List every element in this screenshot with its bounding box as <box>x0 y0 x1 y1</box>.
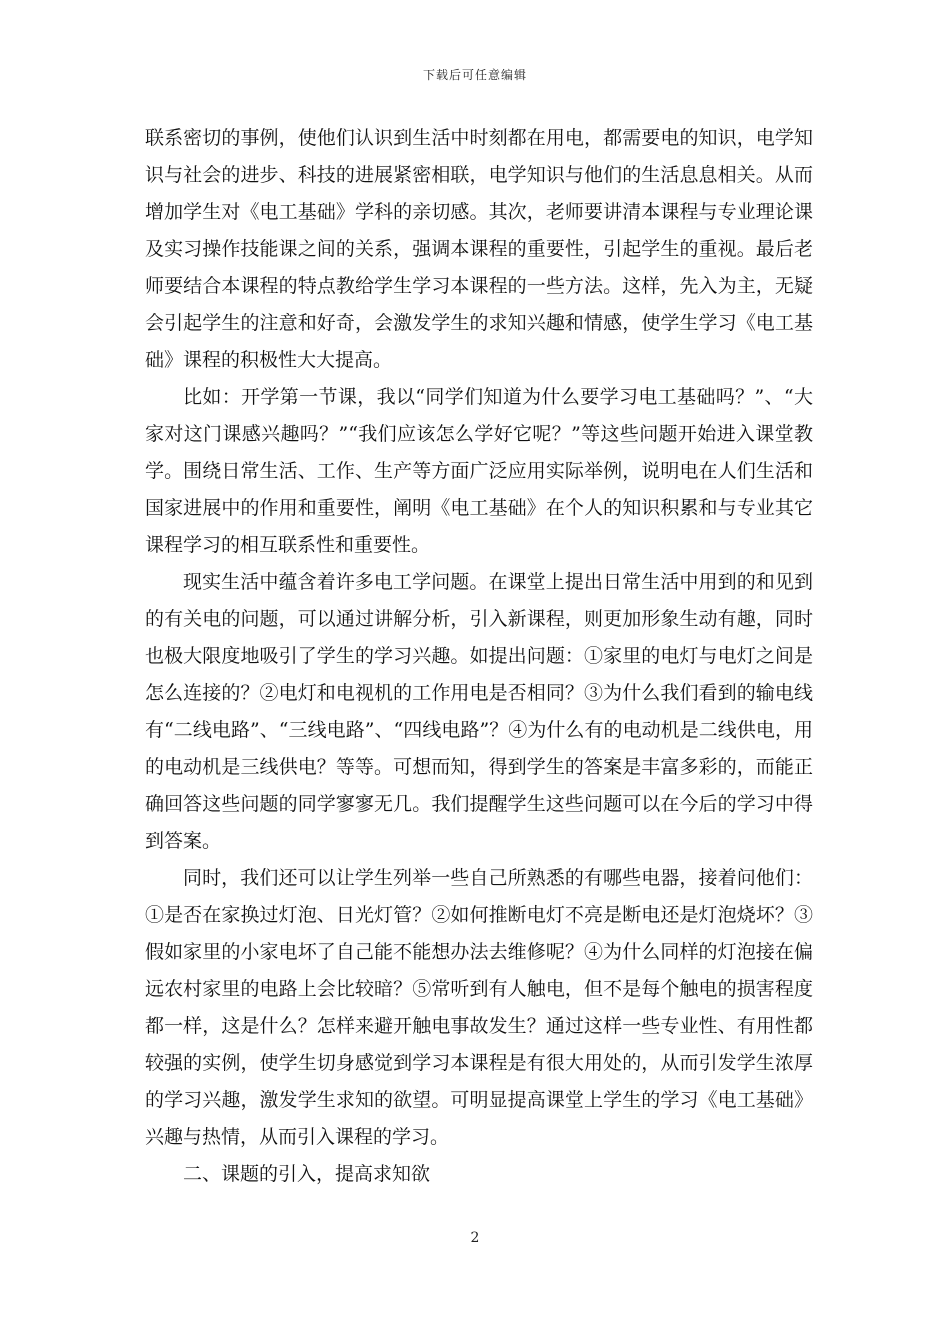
paragraph-3: 现实生活中蕴含着许多电工学问题。在课堂上提出日常生活中用到的和见到的有关电的问题，可以通过讲解分析，引入新课程，则更加形象生动有趣，同时也极大限度地吸引了学生的学习兴趣。如提出问题：①家里的电灯与电灯之间是怎么连接的？②电灯和电视机的工作用电是否相同？③为什么我们看到的输电线有“二线电路”、“三线电路”、“四线电路”？④为什么有的电动机是二线供电，用的电动机是三线供电？等等。可想而知，得到学生的答案是丰富多彩的，而能正确回答这些问题的同学寥寥无几。我们提醒学生这些问题可以在今后的学习中得到答案。 <box>145 571 813 852</box>
page-number: 2 <box>470 1230 480 1246</box>
page-header: 下载后可任意编辑 <box>422 68 527 82</box>
document-body <box>145 120 813 1193</box>
paragraph-1: 联系密切的事例，使他们认识到生活中时刻都在用电，都需要电的知识，电学知识与社会的进步、科技的进展紧密相联，电学知识与他们的生活息息相关。从而增加学生对《电工基础》学科的亲切感。其次，老师要讲清本课程与专业理论课及实习操作技能课之间的关系，强调本课程的重要性，引起学生的重视。最后老师要结合本课程的特点教给学生学习本课程的一些方法。这样，先入为主，无疑会引起学生的注意和好奇，会激发学生的求知兴趣和情感，使学生学习《电工基础》课程的积极性大大提高。 <box>145 127 813 371</box>
section-heading: 二、课题的引入，提高求知欲 <box>183 1163 431 1185</box>
paragraph-4: 同时，我们还可以让学生列举一些自己所熟悉的有哪些电器，接着问他们：①是否在家换过灯泡、日光灯管？②如何推断电灯不亮是断电还是灯泡烧坏？③假如家里的小家电坏了自己能不能想办法去维修呢？④为什么同样的灯泡接在偏远农村家里的电路上会比较暗？⑤常听到有人触电，但不是每个触电的损害程度都一样，这是什么？怎样来避开触电事故发生？通过这样一些专业性、有用性都较强的实例，使学生切身感觉到学习本课程是有很大用处的，从而引发学生浓厚的学习兴趣，激发学生求知的欲望。可明显提高课堂上学生的学习《电工基础》兴趣与热情，从而引入课程的学习。 <box>145 867 813 1148</box>
paragraph-2: 比如：开学第一节课，我以“同学们知道为什么要学习电工基础吗？”、“大家对这门课感兴趣吗？”“我们应该怎么学好它呢？”等这些问题开始进入课堂教学。围绕日常生活、工作、生产等方面广泛应用实际举例，说明电在人们生活和国家进展中的作用和重要性，阐明《电工基础》在个人的知识积累和与专业其它课程学习的相互联系性和重要性。 <box>145 386 813 556</box>
